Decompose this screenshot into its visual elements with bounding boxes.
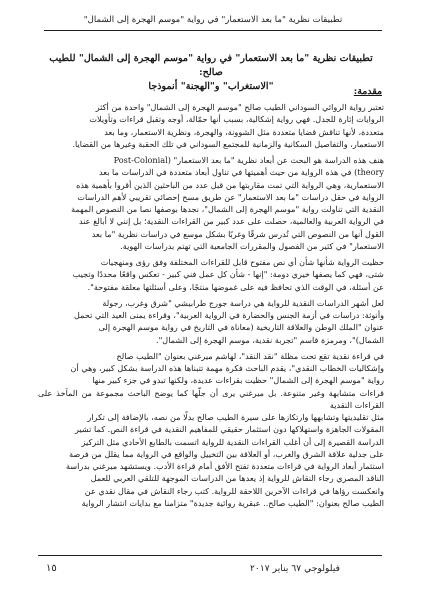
article-title-line-2: "الاستغراب" و"الهجنة" أنموذجا xyxy=(148,81,274,92)
paragraph-line: حظيت الرواية شأنها شأن أي نص مفتوح قابل للقراءات المختلفة وفق رؤى ومنهجيات xyxy=(100,257,384,267)
paragraph-line: القول أنها من النصوص التي تُدرس شرقًا وغربًا بشكل موسع في دراسات نظرية "ما بعد xyxy=(91,228,384,239)
paragraph-line: قراءات متشابهة وغير متنوعة. بل ميرغني يرى أن جلّها كما يوضح الباحث مجموعة من المآخذ على القراءات النقدية xyxy=(38,387,384,410)
body-paragraph xyxy=(38,101,384,150)
paragraph-line: رواية "موسم الهجرة إلى الشمال" حظيت بقراءات عديدة، ولكنها تبدو في جزء كبير منها xyxy=(92,375,384,386)
paragraph-line: الشمال)"، ومرمزة قاسم "تجربة نقدية، موسم الهجرة إلى الشمال". xyxy=(155,334,384,345)
page-number: ١٥ xyxy=(46,563,57,574)
section-heading: مقدمة: xyxy=(353,86,382,97)
paragraph-line: استثمار أبعاد الرواية في قراءات متعددة تفتح الأفق أمام قراءة الأدب. ويستشهد ميرغني بدراسة xyxy=(65,461,384,471)
paragraph-line: وإشكاليات الخطاب النقدي"، يقدم الباحث فكرة مهمة تتبناها هذه الدراسة بشكل كبير، وهي أن xyxy=(70,363,384,373)
article-title-line-1: تطبيقات نظرية "ما بعد الاستعمار" في رواية "موسم الهجرة إلى الشمال" للطيب صالح: xyxy=(49,53,373,78)
paragraph-line: عن أسئلة، في الوقت الذي تحافظ فيه على غموضها منتجًا، وعلى أسئلتها معلقة مفتوحة". xyxy=(87,281,384,292)
paragraph-line: في قراءة نقدية تقع تحت مظلة "نقد النقد"، لهاشم ميرغني بعنوان "الطيب صالح xyxy=(116,350,384,361)
paragraph-line: وأنوثة: دراسات في أزمة الجنس والحضارة في الرواية العربية"، وقراءة يمنى العيد التي تحمل xyxy=(74,310,384,320)
running-head: تطبيقات نظرية "ما بعد الاستعمار" في رواية "موسم الهجرة إلى الشمال" xyxy=(44,14,382,31)
paragraph-line: هنف هذه الدراسة هو البحث عن أبعاد نظرية "ما بعد الاستعمار" (Post-Colonial xyxy=(113,155,384,165)
body-paragraph xyxy=(38,350,384,509)
paragraph-line: المقولات الجاهزة واستهلاكها دون استثمار حقيقي للمفاهيم النقدية في قراءة النص. كما تشير xyxy=(75,424,384,435)
paragraph-line: theory) في هذه الرواية من حيث أهميتها في تناول أبعاد متعددة في الدراسات ما بعد xyxy=(99,167,384,178)
body-paragraph xyxy=(38,256,384,293)
paragraph-line: الاستعمار، والتفاصيل السكانية والزمانية للمجتمع السوداني في تلك الحقبة وغيرها من القضايا. xyxy=(72,138,384,149)
paragraph-line: الاستعمار" في كثير من الفصول والمقررات الجامعية التي تهتم بدراسات الهوية. xyxy=(120,240,384,251)
article-body xyxy=(38,101,384,541)
paragraph-line: النقدية التي تناولت رواية "موسم الهجرة إلى الشمال"، نجدها بوصفها نصا من النصوص المهمة xyxy=(71,204,384,214)
paragraph-line: على جدلية علاقة الشرق والغرب، أو العلاقة بين التخييل والواقع في الرواية مما يقلل من فرصة xyxy=(69,448,384,459)
paragraph-line: الاستعمارية، وهي الرواية التي تمت مقاربتها من قبل عدد من الباحثين الذين أقروا بأهمية هذه xyxy=(76,179,384,190)
paragraph-line: في الرواية العربية والعالمية، حصلت على عدد كبير من القراءات النقدية؛ بل إنني لا أبالغ عند xyxy=(78,216,384,227)
body-paragraph xyxy=(38,154,384,252)
journal-issue-footer: فيلولوجي ٦٧ يناير ٢٠١٧ xyxy=(250,563,340,574)
paragraph-line: الروايات إثارة للجدل. فهي رواية إشكالية، بسبب أنها حمّالة، أوجه وتقبل قراءات وتأويلات xyxy=(89,114,384,125)
body-paragraph xyxy=(38,297,384,346)
paragraph-line: تعتبر رواية الروائي السوداني الطيب صالح "موسم الهجرة إلى الشمال" واحدة من أكثر xyxy=(95,102,384,112)
paragraph-line: لعل أشهر الدراسات النقدية للرواية هي دراسة جورج طرابيشي "شرق وغرب، رجولة xyxy=(102,297,384,308)
paragraph-line: الطيب صالح بعنوان: "الطيب صالح.. عبقرية روائية جديدة" متزامنا مع بدايات انتشار الرواية xyxy=(81,497,384,508)
paragraph-line: متعددة، لأنها تناقش قضايا متعددة مثل الشوونة، والهجرة، ونظرية الاستعمار، وما بعد xyxy=(104,126,384,137)
article-title xyxy=(40,52,382,94)
paragraph-line: عنوان "الملك الوطن والعلاقة التاريخية (معاناة في التاريخ في رواية موسم الهجرة إلى xyxy=(98,322,384,333)
paragraph-line: الرواية في حقل دراسات "ما بعد الاستعمار" عن طريق مسح إحصائي تقريبي لأهم الدراسات xyxy=(77,191,384,202)
paragraph-line: الناقد المصري رجاء النقاش للرواية إذ يعدها من الدراسات الموجهة للتلقي العربي للعمل xyxy=(90,473,384,484)
paragraph-line: مثل تقليديتها وتشابهها وارتكازها على سيرة الطيب صالح بدلًا من نصه، بالإضافة إلى تكرار xyxy=(87,412,384,422)
paragraph-line: الدراسة القصيرة إلى أن أغلب القراءات النقدية للرواية اتسمت بالطابع الأحادي مثل التركيز xyxy=(81,436,384,447)
paragraph-line: شتى، فهي كما يصفها خيري دومة: "إنها - شأن كل عمل فني كبير - تعكس واقعًا محددًا وتجيب xyxy=(72,269,384,280)
paragraph-line: وانعكست رؤاها في قراءات الآخرين اللاحقة للرواية. كتب رجاء النقاش في مقال نقدي عن xyxy=(84,485,384,496)
footer-rule xyxy=(38,555,382,556)
